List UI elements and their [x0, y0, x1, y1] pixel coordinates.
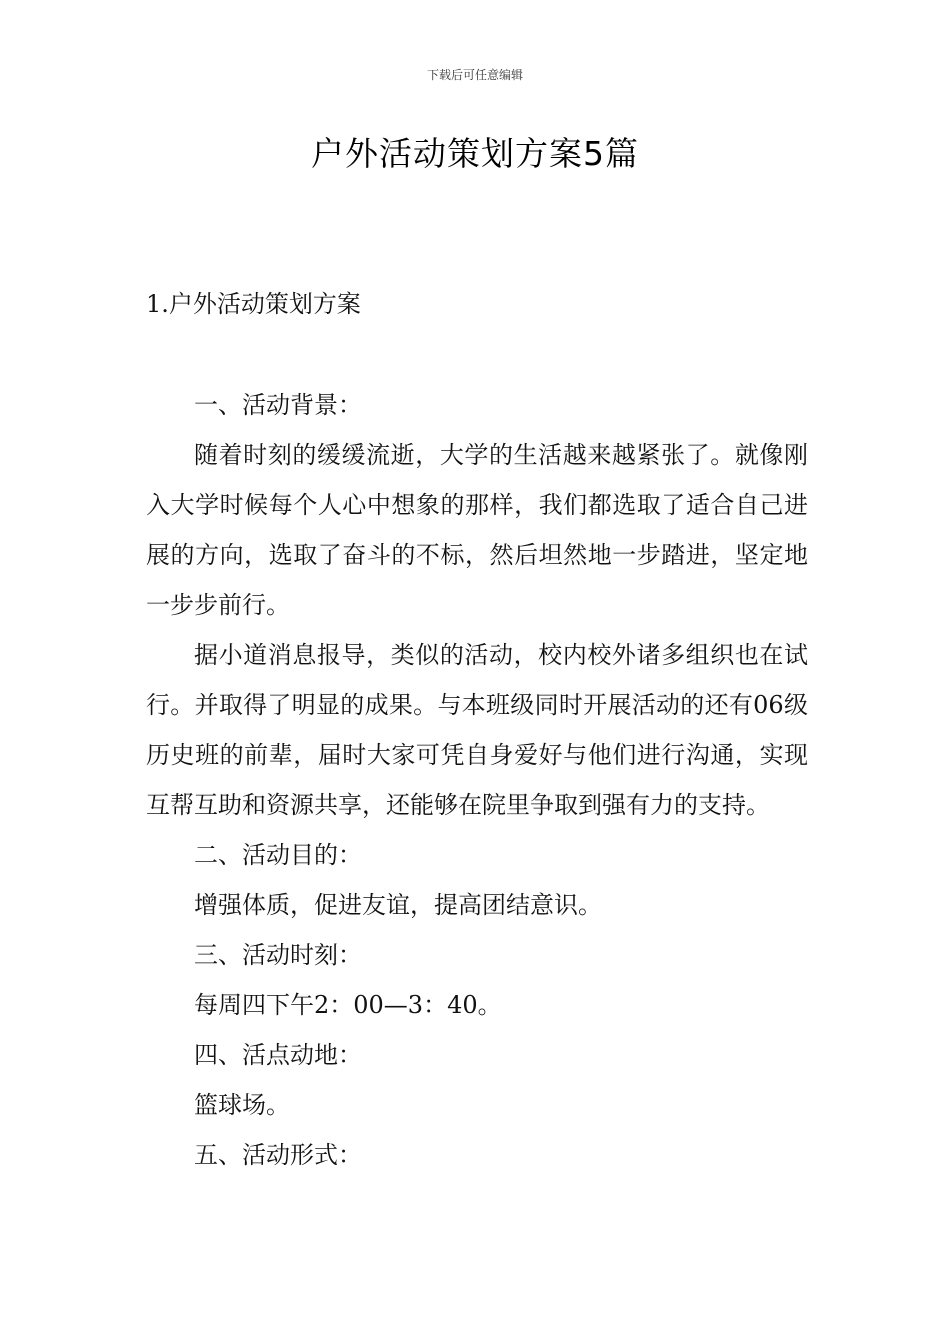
page-header-note: 下载后可任意编辑 — [426, 68, 523, 82]
paragraph-background-2: 据小道消息报导，类似的活动，校内校外诸多组织也在试行。并取得了明显的成果。与本班级同时开展活动的还有06级历史班的前辈，届时大家可凭自身爱好与他们进行沟通，实现互帮互助和资源共享，还能够在院里争取到强有力的支持。 — [146, 641, 808, 819]
document-title: 户外活动策划方案5篇 — [311, 134, 639, 173]
paragraph-heading-purpose: 二、活动目的： — [194, 841, 362, 869]
section-title: 1.户外活动策划方案 — [146, 290, 361, 318]
paragraph-heading-background: 一、活动背景： — [194, 391, 362, 419]
document-body — [146, 380, 808, 1180]
paragraph-heading-time: 三、活动时刻： — [194, 941, 362, 969]
paragraph-location: 篮球场。 — [194, 1091, 290, 1119]
paragraph-heading-location: 四、活点动地： — [194, 1041, 362, 1069]
paragraph-purpose: 增强体质，促进友谊，提高团结意识。 — [194, 891, 602, 919]
paragraph-heading-format: 五、活动形式： — [194, 1141, 362, 1169]
paragraph-background-1: 随着时刻的缓缓流逝，大学的生活越来越紧张了。就像刚入大学时候每个人心中想象的那样，我们都选取了适合自己进展的方向，选取了奋斗的不标，然后坦然地一步踏进，坚定地一步步前行。 — [146, 441, 808, 619]
paragraph-time: 每周四下午2：00—3：40。 — [194, 991, 502, 1019]
